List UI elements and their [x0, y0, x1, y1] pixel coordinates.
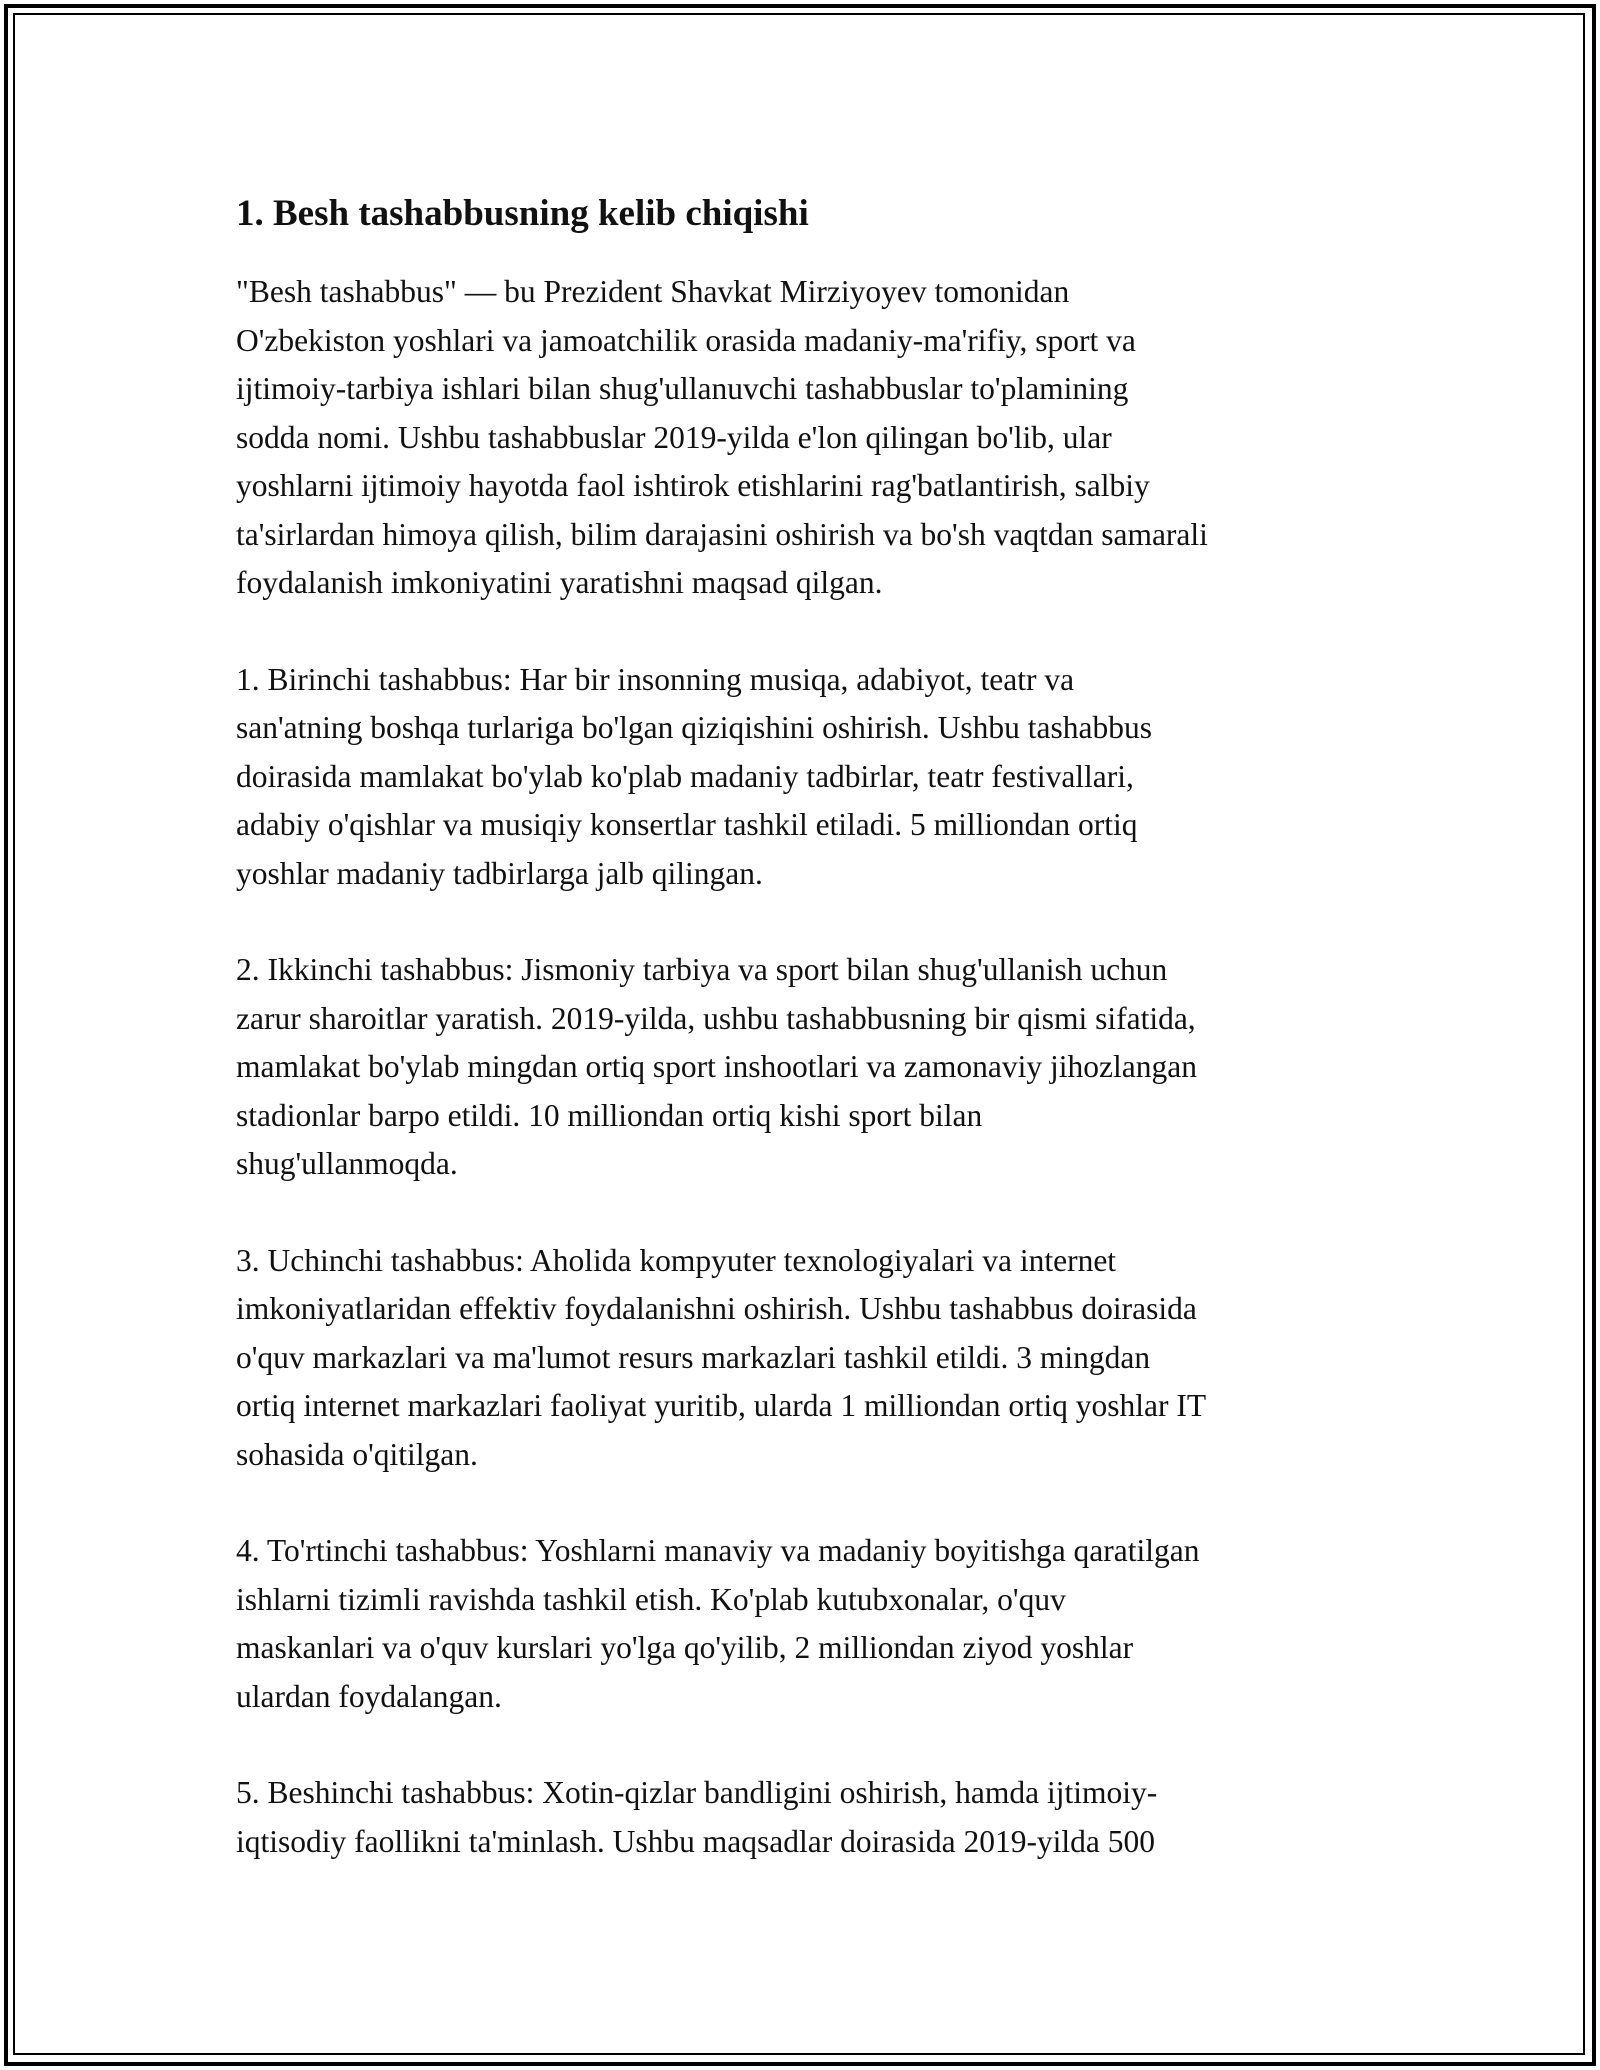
paragraph-initiative-5: 5. Beshinchi tashabbus: Xotin-qizlar bandligini oshirish, hamda ijtimoiy- iqtisodiy faollikni ta'minlash. Ushbu maqsadlar doirasida 2019-yilda 500 — [236, 1775, 1158, 1859]
paragraph-intro: "Besh tashabbus" — bu Prezident Shavkat Mirziyoyev tomonidan O'zbekiston yoshlari va jamoatchilik orasida madaniy-ma'rifiy, sport va ijtimoiy-tarbiya ishlari bilan shug'ullanuvchi tashabbuslar to'plamining sodda nomi. Ushbu tashabbuslar 2019-yilda e'lon qilingan bo'lib, ular yoshlarni ijtimoiy hayotda faol ishtirok etishlarini rag'batlantirish, salbiy ta'sirlardan himoya qilish, bilim darajasini oshirish va bo'sh vaqtdan samarali foydalanish imkoniyatini yaratishni maqsad qilgan. — [236, 274, 1208, 600]
paragraph-initiative-2: 2. Ikkinchi tashabbus: Jismoniy tarbiya va sport bilan shug'ullanish uchun zarur sharoitlar yaratish. 2019-yilda, ushbu tashabbusning bir qismi sifatida, mamlakat bo'ylab mingdan ortiq sport inshootlari va zamonaviy jihozlangan stadionlar barpo etildi. 10 milliondan ortiq kishi sport bilan shug'ullanmoqda. — [236, 952, 1197, 1181]
document-title: 1. Besh tashabbusning kelib chiqishi — [236, 193, 809, 234]
paragraph-initiative-4: 4. To'rtinchi tashabbus: Yoshlarni manaviy va madaniy boyitishga qaratilgan ishlarni tizimli ravishda tashkil etish. Ko'plab kutubxonalar, o'quv maskanlari va o'quv kurslari yo'lga qo'yilib, 2 milliondan ziyod yoshlar ulardan foydalangan. — [236, 1533, 1200, 1714]
paragraph-initiative-3: 3. Uchinchi tashabbus: Aholida kompyuter texnologiyalari va internet imkoniyatlaridan effektiv foydalanishni oshirish. Ushbu tashabbus doirasida o'quv markazlari va ma'lumot resurs markazlari tashkil etildi. 3 mingdan ortiq internet markazlari faoliyat yuritib, ularda 1 milliondan ortiq yoshlar IT sohasida o'qitilgan. — [236, 1242, 1207, 1472]
paragraph-initiative-1: 1. Birinchi tashabbus: Har bir insonning musiqa, adabiyot, teatr va san'atning boshqa turlariga bo'lgan qiziqishini oshirish. Ushbu tashabbus doirasida mamlakat bo'ylab ko'plab madaniy tadbirlar, teatr festivallari, adabiy o'qishlar va musiqiy konsertlar tashkil etiladi. 5 milliondan ortiq yoshlar madaniy tadbirlarga jalb qilingan. — [236, 661, 1152, 891]
document-body — [236, 184, 1376, 1914]
